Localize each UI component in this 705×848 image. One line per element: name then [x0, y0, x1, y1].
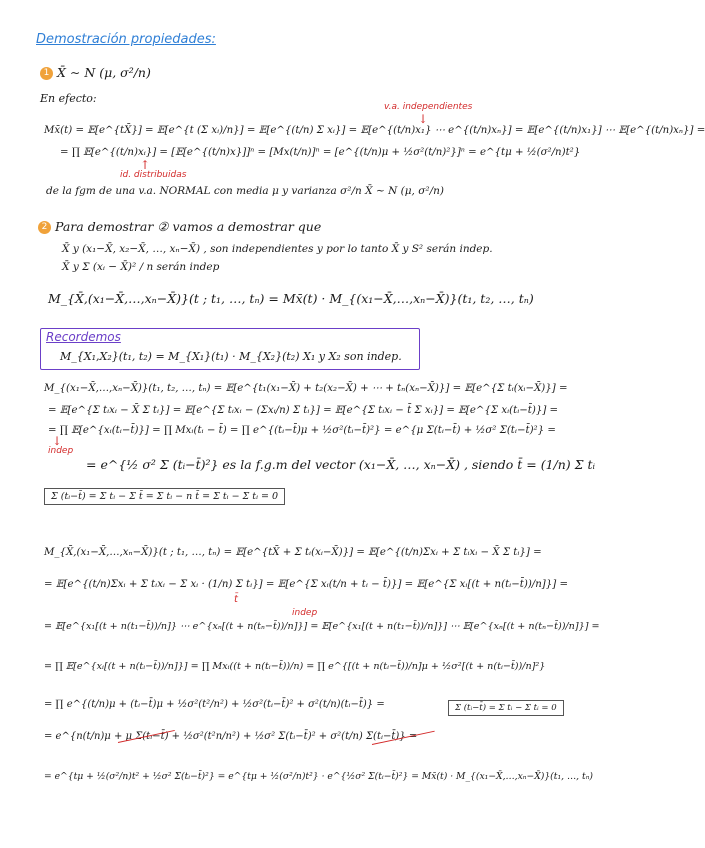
en-efecto-label: En efecto:: [40, 92, 97, 105]
down-arrow-icon: ↓: [418, 112, 429, 126]
note-independientes: v.a. independientes: [384, 102, 473, 112]
up-arrow-icon: ↑: [140, 158, 151, 172]
sum-identity-box: Σ (tᵢ−t̄) = Σ tᵢ − Σ t̄ = Σ tᵢ − n t̄ = Σ tᵢ − Σ tᵢ = 0: [44, 488, 285, 505]
block3-line3: = 𝔼[e^{x₁[(t + n(t₁−t̄))/n]} ⋯ e^{xₙ[(t + n(tₙ−t̄))/n]}] = 𝔼[e^{x₁[(t + n(t₁−t̄))/n]}] ⋯ 𝔼[e^{xₙ[(t + n(tₙ−t̄))/n]}] =: [44, 621, 600, 632]
section1-heading-text: X̄ ∼ N (μ, σ²/n): [57, 65, 151, 80]
section2-line2: X̄ y (x₁−X̄, x₂−X̄, …, xₙ−X̄) , son independientes y por lo tanto X̄ y S² serán indep.: [62, 243, 493, 255]
section1-heading: [40, 66, 151, 80]
recordemos-label: Recordemos: [46, 330, 121, 344]
block2-line3: = ∏ 𝔼[e^{xᵢ(tᵢ−t̄)}] = ∏ Mxᵢ(tᵢ − t̄) = ∏ e^{(tᵢ−t̄)μ + ½σ²(tᵢ−t̄)²} = e^{μ Σ(tᵢ−t̄) + ½σ² Σ(tᵢ−t̄)²} =: [48, 425, 556, 436]
note-indep-2: indep: [292, 608, 318, 618]
section-number-badge: 1: [40, 67, 53, 80]
block3-line2: = 𝔼[e^{(t/n)Σxᵢ + Σ tᵢxᵢ − Σ xᵢ · (1/n) Σ tᵢ}] = 𝔼[e^{Σ xᵢ(t/n + tᵢ − t̄)}] = 𝔼[e^{Σ xᵢ[(t + n(tᵢ−t̄))/n]}] =: [44, 579, 568, 590]
recordemos-formula: M_{X₁,X₂}(t₁, t₂) = M_{X₁}(t₁) · M_{X₂}(t₂) X₁ y X₂ son indep.: [60, 350, 402, 363]
mgf-equation-line1: Mx̄(t) = 𝔼[e^{tX̄}] = 𝔼[e^{t (Σ xᵢ)/n}] = 𝔼[e^{(t/n) Σ xᵢ}] = 𝔼[e^{(t/n)x₁} ⋯ e^{(t/n)xₙ}] = 𝔼[e^{(t/n)x₁}] ⋯ 𝔼[e^{(t/n)xₙ}] =: [44, 125, 705, 136]
mgf-equation-line2: = ∏ 𝔼[e^{(t/n)xᵢ}] = [𝔼[e^{(t/n)x}]]ⁿ = [Mx(t/n)]ⁿ = [e^{(t/n)μ + ½σ²(t/n)²}]ⁿ = e^{tμ + ½(σ²/n)t²}: [60, 147, 581, 158]
block3-line4: = ∏ 𝔼[e^{xᵢ[(t + n(tᵢ−t̄))/n]}] = ∏ Mxᵢ((t + n(tᵢ−t̄))/n) = ∏ e^{[(t + n(tᵢ−t̄))/n]μ + ½σ²[(t + n(tᵢ−t̄))/n]²}: [44, 661, 546, 672]
note-indep: indep: [48, 446, 74, 456]
block2-line4: = e^{½ σ² Σ (tᵢ−t̄)²} es la f.g.m del vector (x₁−X̄, …, xₙ−X̄) , siendo t̄ = (1/n) Σ tᵢ: [86, 457, 595, 472]
tbar-annotation: t̄: [234, 594, 238, 605]
section2-intro: [38, 220, 321, 234]
page-title: Demostración propiedades:: [36, 32, 216, 47]
section1-conclusion: de la fgm de una v.a. NORMAL con media μ y varianza σ²/n X̄ ∼ N (μ, σ²/n): [46, 185, 444, 197]
block3-line1: M_{X̄,(x₁−X̄,…,xₙ−X̄)}(t ; t₁, …, tₙ) = 𝔼[e^{tX̄ + Σ tᵢ(xᵢ−X̄)}] = 𝔼[e^{(t/n)Σxᵢ + Σ tᵢxᵢ − X̄ Σ tᵢ}] =: [44, 547, 542, 558]
block2-line2: = 𝔼[e^{Σ tᵢxᵢ − X̄ Σ tᵢ}] = 𝔼[e^{Σ tᵢxᵢ − (Σxᵢ/n) Σ tᵢ}] = 𝔼[e^{Σ tᵢxᵢ − t̄ Σ xᵢ}] = 𝔼[e^{Σ xᵢ(tᵢ−t̄)}] =: [48, 405, 559, 416]
block3-line5: = ∏ e^{(t/n)μ + (tᵢ−t̄)μ + ½σ²(t²/n²) + ½σ²(tᵢ−t̄)² + σ²(t/n)(tᵢ−t̄)} =: [44, 699, 385, 710]
sum-zero-box: Σ (tᵢ−t̄) = Σ tᵢ − Σ tᵢ = 0: [448, 700, 564, 716]
section2-line4: M_{X̄,(x₁−X̄,…,xₙ−X̄)}(t ; t₁, …, tₙ) = Mx̄(t) · M_{(x₁−X̄,…,xₙ−X̄)}(t₁, t₂, …, tₙ): [48, 291, 534, 306]
block3-line6: = e^{n(t/n)μ + μ Σ(tᵢ−t̄) + ½σ²(t²n/n²) + ½σ² Σ(tᵢ−t̄)² + σ²(t/n) Σ(tᵢ−t̄)} =: [44, 731, 418, 742]
note-id-distribuidas: id. distribuidas: [120, 170, 187, 180]
block2-line1: M_{(x₁−X̄,…,xₙ−X̄)}(t₁, t₂, …, tₙ) = 𝔼[e^{t₁(x₁−X̄) + t₂(x₂−X̄) + ⋯ + tₙ(xₙ−X̄)}] = 𝔼[e^{Σ tᵢ(xᵢ−X̄)}] =: [44, 383, 568, 394]
block3-line7: = e^{tμ + ½(σ²/n)t² + ½σ² Σ(tᵢ−t̄)²} = e^{tμ + ½(σ²/n)t²} · e^{½σ² Σ(tᵢ−t̄)²} = Mx̄(t) · M_{(x₁−X̄,…,xₙ−X̄)}(t₁, …, tₙ): [44, 771, 594, 782]
down-arrow-icon: ↓: [52, 434, 63, 448]
section2-intro-text: Para demostrar ② vamos a demostrar que: [55, 219, 322, 234]
section-number-badge: 2: [38, 221, 51, 234]
section2-line3: X̄ y Σ (xᵢ − X̄)² / n serán indep: [62, 261, 220, 273]
